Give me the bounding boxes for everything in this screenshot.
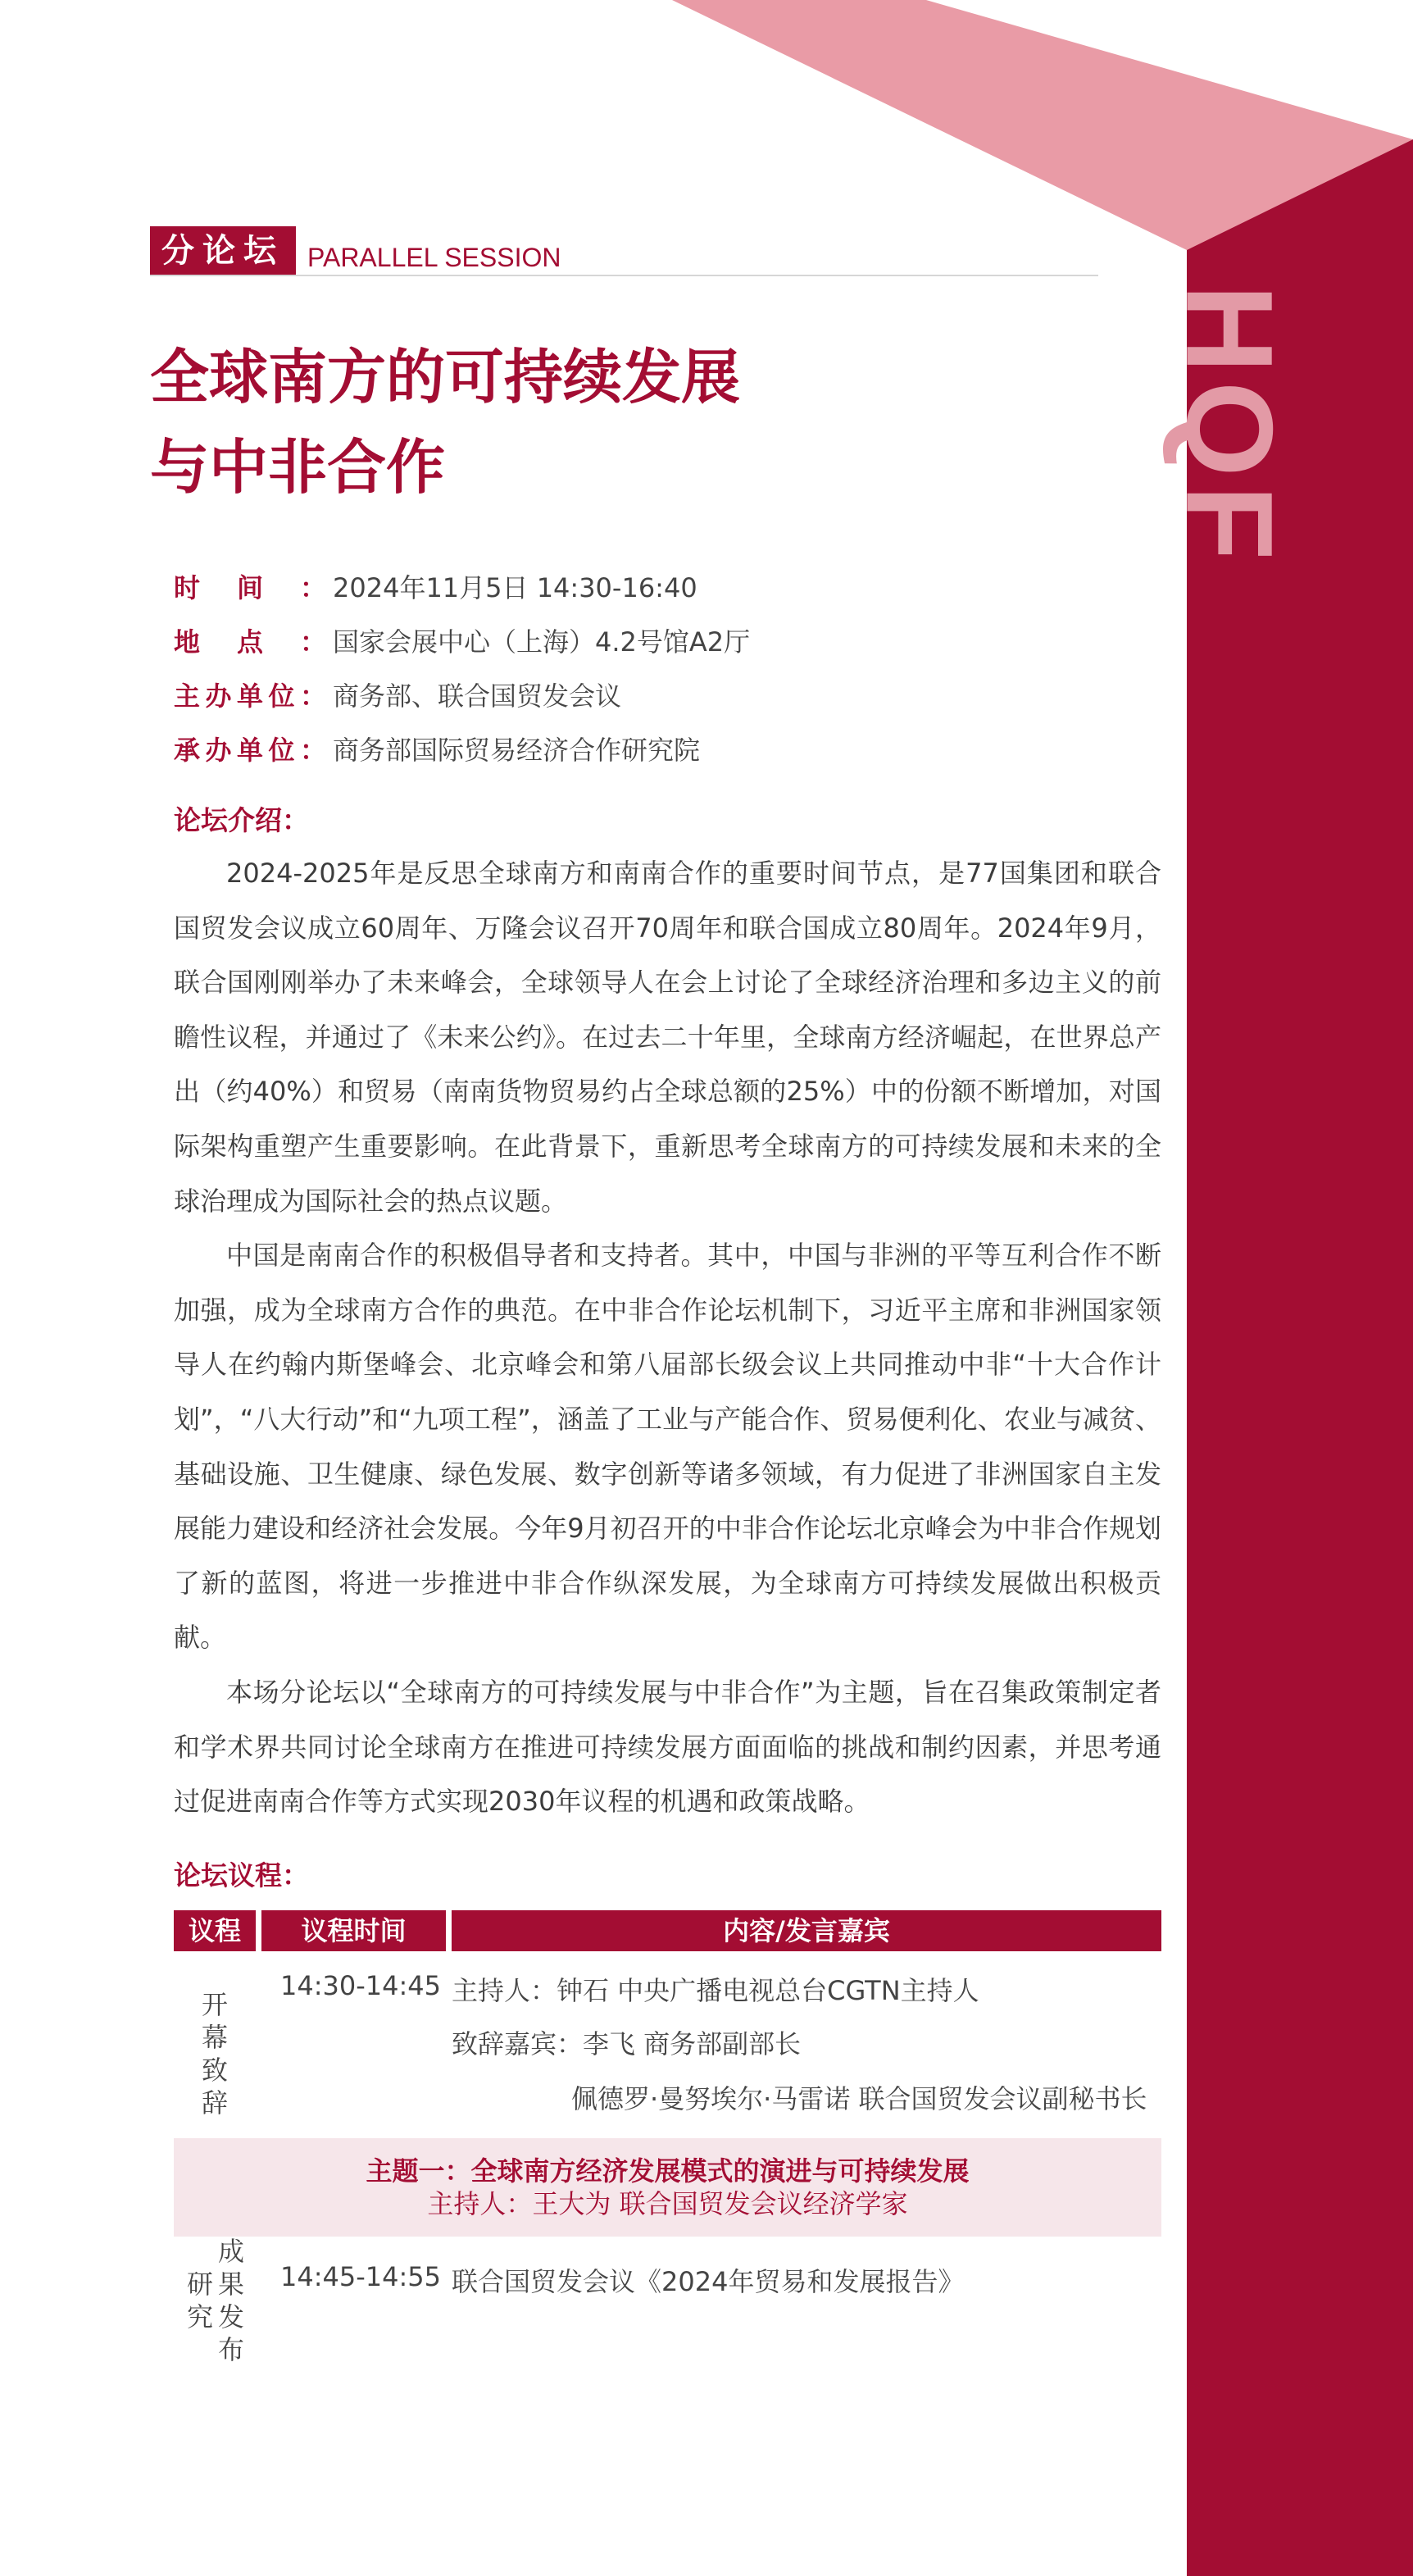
agenda-heading: 论坛议程： bbox=[174, 1859, 309, 1891]
release-label-char: 发 bbox=[217, 2301, 244, 2333]
info-row-host bbox=[174, 667, 750, 721]
info-value: 商务部国际贸易经济合作研究院 bbox=[333, 735, 701, 766]
opening-label-char: 致 bbox=[201, 2055, 228, 2086]
info-row-organizer bbox=[174, 721, 750, 776]
info-value: 2024年11月5日 14:30-16:40 bbox=[333, 572, 697, 603]
intro-paragraph-3: 本场分论坛以“全球南方的可持续发展与中非合作”为主题，旨在召集政策制定者和学术界共同讨论全球南方在推进可持续发展方面面临的挑战和制约因素，并思考通过促进南南合作等方式实现2030年议程的机遇和政策战略。 bbox=[174, 1676, 1161, 1818]
title-line-1: 全球南方的可持续发展 bbox=[150, 343, 741, 412]
opening-label-char: 幕 bbox=[201, 2022, 228, 2053]
opening-label-char: 辞 bbox=[201, 2087, 228, 2119]
theme-1-box bbox=[174, 2138, 1161, 2237]
theme-1-host: 主持人：王大为 联合国贸发会议经济学家 bbox=[427, 2188, 908, 2219]
theme-1-title: 主题一：全球南方经济发展模式的演进与可持续发展 bbox=[366, 2155, 970, 2187]
intro-paragraph-2: 中国是南南合作的积极倡导者和支持者。其中，中国与非洲的平等互利合作不断加强，成为全球南方合作的典范。在中非合作论坛机制下，习近平主席和非洲国家领导人在约翰内斯堡峰会、北京峰会和第八届部长级会议上共同推动中非“十大合作计划”，“八大行动”和“九项工程”，涵盖了工业与产能合作、贸易便利化、农业与减贫、基础设施、卫生健康、绿色发展、数字创新等诸多领域，有力促进了非洲国家自主发展能力建设和经济社会发展。今年9月初召开的中非合作论坛北京峰会为中非合作规划了新的蓝图，将进一步推进中非合作纵深发展，为全球南方可持续发展做出积极贡献。 bbox=[174, 1240, 1161, 1654]
release-label-left bbox=[184, 2268, 216, 2333]
page-title bbox=[150, 332, 740, 512]
info-label: 地点： bbox=[174, 626, 326, 658]
agenda-header-session: 议程 bbox=[174, 1910, 256, 1951]
info-value: 商务部、联合国贸发会议 bbox=[333, 680, 622, 712]
release-label-char: 研 bbox=[186, 2269, 213, 2300]
release-time: 14:45-14:55 bbox=[280, 2261, 441, 2292]
release-label-right bbox=[215, 2235, 248, 2366]
intro-heading: 论坛介绍： bbox=[174, 804, 309, 836]
session-tag bbox=[150, 226, 561, 275]
opening-speaker-1: 致辞嘉宾：李飞 商务部副部长 bbox=[452, 2028, 802, 2059]
agenda-header-time: 议程时间 bbox=[261, 1910, 446, 1951]
intro-paragraph-1: 2024-2025年是反思全球南方和南南合作的重要时间节点，是77国集团和联合国贸发会议成立60周年、万隆会议召开70周年和联合国成立80周年。2024年9月，联合国刚刚举办了未来峰会，全球领导人在会上讨论了全球经济治理和多边主义的前瞻性议程，并通过了《未来公约》。在过去二十年里，全球南方经济崛起，在世界总产出（约40%）和贸易（南南货物贸易约占全球总额的25%）中的份额不断增加，对国际架构重塑产生重要影响。在此背景下，重新思考全球南方的可持续发展和未来的全球治理成为国际社会的热点议题。 bbox=[174, 858, 1161, 1217]
info-label: 主办单位： bbox=[174, 680, 326, 712]
title-line-2: 与中非合作 bbox=[150, 433, 446, 502]
hqf-logo: HQF bbox=[1161, 284, 1299, 569]
opening-label-char: 开 bbox=[201, 1989, 228, 2020]
session-label-en: PARALLEL SESSION bbox=[307, 243, 561, 272]
release-label-char: 果 bbox=[217, 2269, 244, 2300]
agenda-header-content: 内容/发言嘉宾 bbox=[452, 1910, 1161, 1951]
info-label: 时间： bbox=[174, 572, 326, 603]
info-row-time bbox=[174, 559, 750, 613]
opening-label bbox=[198, 1988, 231, 2119]
info-block bbox=[174, 559, 750, 776]
session-divider bbox=[150, 275, 1098, 276]
release-label-char: 究 bbox=[186, 2301, 213, 2333]
opening-time: 14:30-14:45 bbox=[280, 1970, 441, 2001]
info-value: 国家会展中心（上海）4.2号馆A2厅 bbox=[333, 626, 751, 658]
intro-body bbox=[174, 846, 1161, 1829]
session-label-cn: 分论坛 bbox=[150, 226, 296, 275]
opening-host: 主持人：钟石 中央广播电视总台CGTN主持人 bbox=[452, 1975, 979, 2006]
opening-speaker-2: 佩德罗·曼努埃尔·马雷诺 联合国贸发会议副秘书长 bbox=[571, 2083, 1147, 2114]
info-label: 承办单位： bbox=[174, 735, 326, 766]
release-label-char: 成 bbox=[217, 2236, 244, 2267]
release-content: 联合国贸发会议《2024年贸易和发展报告》 bbox=[452, 2266, 965, 2297]
info-row-venue bbox=[174, 613, 750, 667]
release-label-char: 布 bbox=[217, 2334, 244, 2365]
